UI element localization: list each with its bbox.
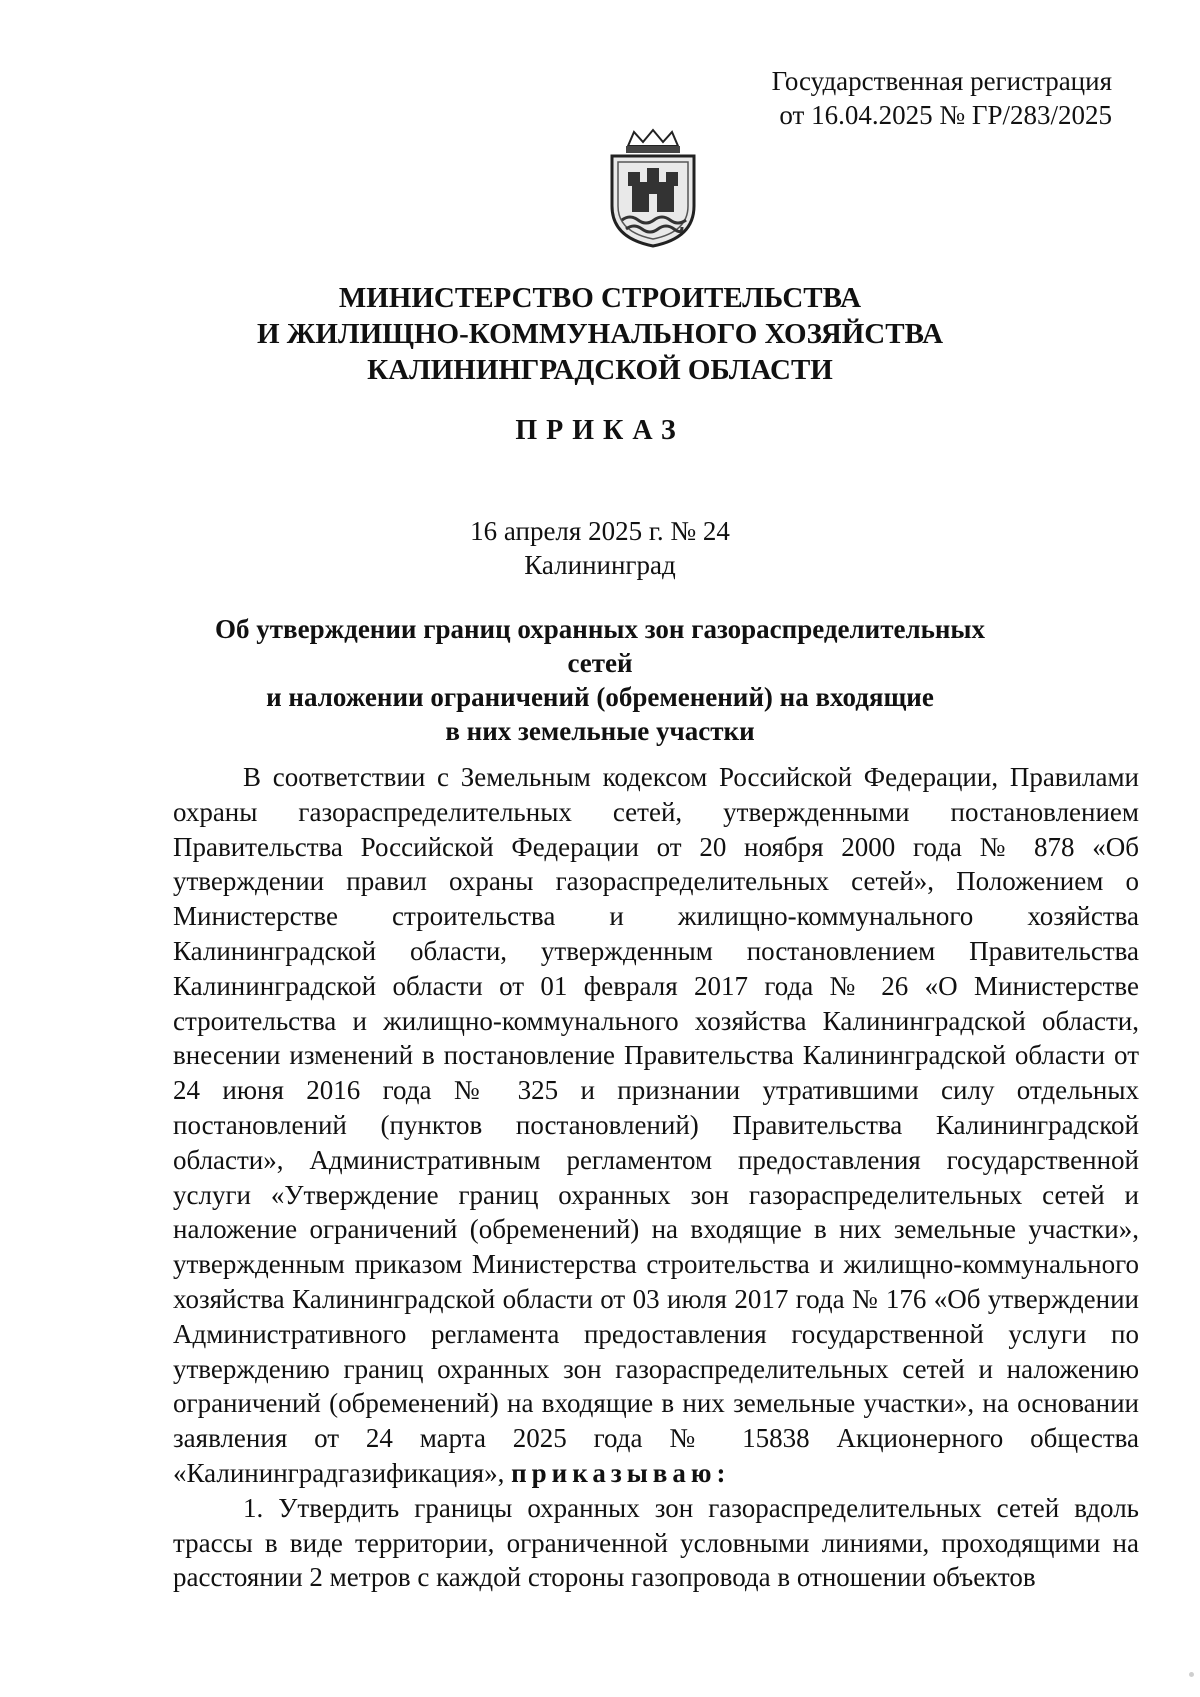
subject-line-1: Об утверждении границ охранных зон газораспределительных сетей — [214, 614, 986, 678]
order-subject — [180, 612, 1020, 748]
order-command: приказываю: — [511, 1457, 731, 1488]
scan-speck — [1189, 1672, 1194, 1677]
registration-line-1: Государственная регистрация — [771, 66, 1112, 96]
registration-line-2: от 16.04.2025 № ГР/283/2025 — [779, 100, 1112, 130]
ministry-line-2: И ЖИЛИЩНО-КОММУНАЛЬНОГО ХОЗЯЙСТВА — [256, 318, 944, 350]
clause-1-paragraph: 1. Утвердить границы охранных зон газораспределительных сетей вдоль трассы в виде территории, ограниченной условными линиями, проходящими на расстоянии 2 метров с каждой стороны газопровода в отношении объектов — [173, 1492, 1139, 1593]
coat-of-arms-icon — [598, 128, 708, 248]
order-date-number: 16 апреля 2025 г. № 24 — [470, 516, 730, 546]
subject-line-2: и наложении ограничений (обременений) на входящие — [266, 682, 934, 712]
date-and-place — [180, 514, 1020, 582]
order-body — [173, 760, 1139, 1595]
registration-stamp — [772, 64, 1112, 132]
order-city: Калининград — [524, 550, 676, 580]
preamble-paragraph — [173, 760, 1139, 1491]
subject-line-3: в них земельные участки — [445, 716, 755, 746]
ministry-name — [180, 280, 1020, 388]
document-type: ПРИКАЗ — [515, 415, 685, 446]
ministry-line-3: КАЛИНИНГРАДСКОЙ ОБЛАСТИ — [367, 354, 833, 386]
preamble-text: В соответствии с Земельным кодексом Российской Федерации, Правилами охраны газораспределительных сетей, утвержденными постановлением Правительства Российской Федерации от 20 ноября 2000 года № 878 «Об утверждении правил охраны газораспределительных сетей», Положением о Министерстве строительства и жилищно-коммунального хозяйства Калининградской области, утвержденным постановлением Правительства Калининградской области от 01 февраля 2017 года № 26 «О Министерстве строительства и жилищно-коммунального хозяйства Калининградской области, внесении изменений в постановление Правительства Калининградской области от 24 июня 2016 года № 325 и признании утратившими силу отдельных постановлений (пунктов постановлений) Правительства Калининградской области», Административным регламентом предоставления государственной услуги «Утверждение границ охранных зон газораспределительных сетей и наложение ограничений (обременений) на входящие в них земельные участки», утвержденным приказом Министерства строительства и жилищно-коммунального хозяйства Калининградской области от 03 июля 2017 года № 176 «Об утверждении Административного регламента предоставления государственной услуги по утверждению границ охранных зон газораспределительных сетей и наложению ограничений (обременений) на входящие в них земельные участки», на основании заявления от 24 марта 2025 года № 15838 Акционерного общества «Калининградгазификация», — [173, 762, 1139, 1488]
ministry-line-1: МИНИСТЕРСТВО СТРОИТЕЛЬСТВА — [338, 282, 862, 314]
